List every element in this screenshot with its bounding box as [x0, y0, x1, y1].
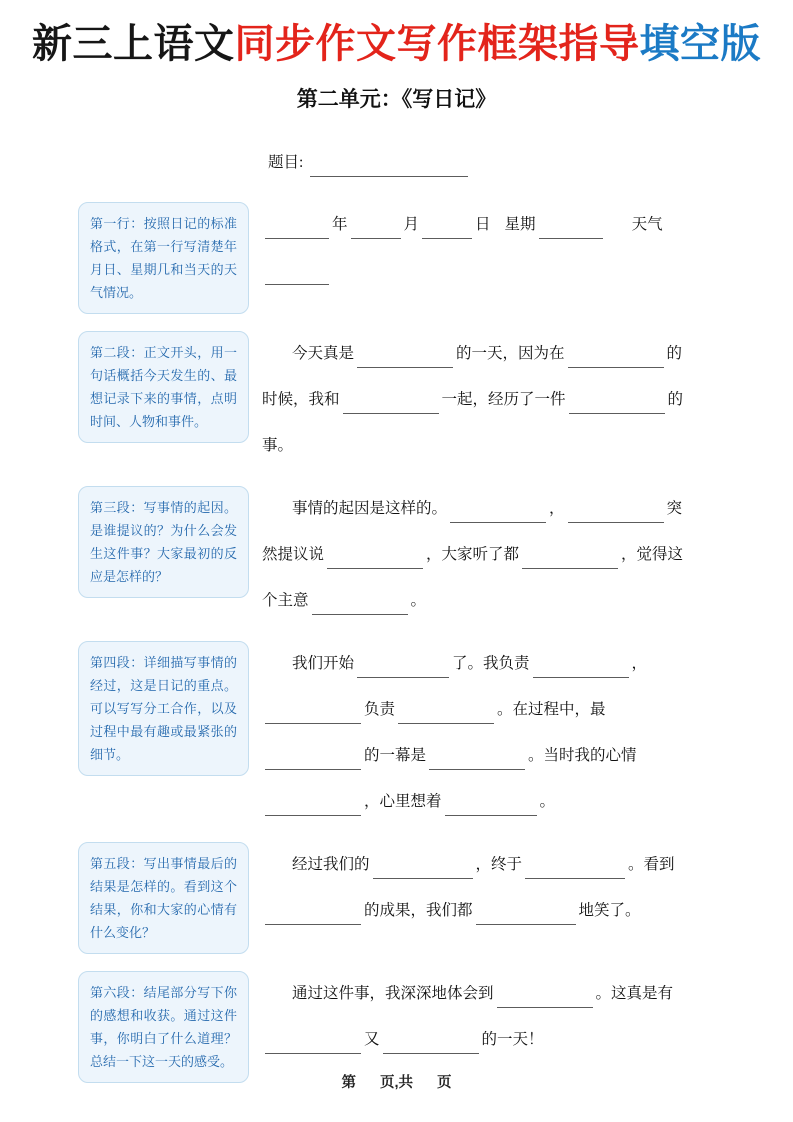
text-fragment: 事。 [262, 437, 294, 454]
text-fragment: ，心里想着 [364, 793, 442, 810]
text-fragment: 。在过程中，最 [497, 701, 606, 718]
content-lines [262, 202, 733, 294]
section-row [78, 331, 733, 469]
blank-line [312, 594, 408, 615]
topic-blank-line [310, 156, 468, 177]
fill-line [262, 971, 733, 1017]
fill-line [262, 687, 733, 733]
content-lines [262, 641, 733, 825]
blank-line [429, 749, 525, 770]
fill-line [262, 641, 733, 687]
text-fragment: 突 [666, 500, 683, 517]
hint-box [78, 486, 249, 598]
text-fragment: ，觉得这 [621, 546, 684, 563]
section-row [78, 486, 733, 624]
fill-line [262, 888, 733, 934]
footer-text-part2: 页,共 [379, 1075, 414, 1091]
fill-line [262, 248, 733, 294]
blank-line [476, 904, 576, 925]
text-fragment: 的一天，因为在 [456, 345, 565, 362]
blank-line [568, 347, 664, 368]
hint-box [78, 971, 249, 1083]
hint-text: 第五段：写出事情最后的结果是怎样的。看到这个结果，你和大家的心情有什么变化？ [90, 856, 237, 940]
fill-line [262, 377, 733, 423]
hint-box [78, 202, 249, 314]
text-fragment: 月 [403, 216, 420, 233]
blank-line [265, 218, 329, 239]
blank-line [445, 795, 537, 816]
text-fragment: 我们开始 [292, 655, 355, 672]
text-fragment: 事情的起因是这样的。 [292, 500, 448, 517]
section-row [78, 641, 733, 825]
footer-text-part1: 第 [341, 1075, 356, 1091]
footer-text-part3: 页 [437, 1075, 452, 1091]
text-fragment: 个主意 [262, 592, 309, 609]
hint-text: 第一行：按照日记的标准格式，在第一行写清楚年月日、星期几和当天的天气情况。 [90, 216, 237, 300]
blank-line [265, 264, 329, 285]
hint-box [78, 331, 249, 443]
blank-line [539, 218, 603, 239]
hint-text: 第二段：正文开头，用一句话概括今天发生的、最想记录下来的事情，点明时间、人物和事件。 [90, 345, 237, 429]
text-fragment: 。 [539, 793, 556, 810]
hint-box [78, 641, 249, 776]
fill-line [262, 202, 733, 248]
text-fragment: 。 [410, 592, 427, 609]
fill-line [262, 486, 733, 532]
blank-line [373, 858, 473, 879]
text-fragment: 的一幕是 [364, 747, 427, 764]
blank-line [422, 218, 472, 239]
text-fragment: 天气 [631, 216, 663, 233]
blank-line [383, 1033, 479, 1054]
text-fragment: 通过这件事，我深深地体会到 [292, 985, 494, 1002]
text-fragment: 。这真是有 [595, 985, 674, 1002]
blank-line [568, 502, 664, 523]
blank-line [265, 1033, 361, 1054]
section-row [78, 971, 733, 1083]
text-fragment: 然提议说 [262, 546, 325, 563]
content-lines [262, 486, 733, 624]
text-fragment: 日 [475, 216, 491, 233]
text-fragment: 了。我负责 [452, 655, 530, 672]
blank-line [265, 703, 361, 724]
text-fragment: 经过我们的 [292, 856, 370, 873]
sections-container [78, 202, 733, 1083]
fill-line [262, 532, 733, 578]
page-footer [0, 1071, 793, 1092]
text-fragment: 一起，经历了一件 [441, 391, 566, 408]
text-fragment: 时候，我和 [262, 391, 340, 408]
fill-line [262, 423, 733, 469]
text-fragment: ， [631, 655, 648, 672]
blank-line [357, 657, 449, 678]
unit-subtitle: 第二单元：《写日记》 [296, 87, 497, 111]
text-fragment: 。看到 [628, 856, 675, 873]
text-fragment: 又 [364, 1031, 380, 1048]
topic-row [268, 150, 793, 182]
blank-line [533, 657, 629, 678]
fill-line [262, 733, 733, 779]
text-fragment: ， [549, 500, 565, 517]
text-fragment: 地笑了。 [578, 902, 641, 919]
text-fragment: ，终于 [475, 856, 523, 873]
blank-line [351, 218, 401, 239]
blank-line [497, 987, 593, 1008]
blank-line [357, 347, 453, 368]
content-lines [262, 331, 733, 469]
fill-line [262, 779, 733, 825]
fill-line [262, 1017, 733, 1063]
blank-line [265, 904, 361, 925]
title-segment-red: 同步作文写作框架指导 [234, 22, 640, 66]
text-fragment: ，大家听了都 [426, 546, 520, 563]
title-segment-blue: 填空版 [639, 22, 761, 66]
fill-line [262, 842, 733, 888]
text-fragment: 的一天！ [481, 1031, 544, 1048]
blank-line [265, 795, 361, 816]
text-fragment: 的成果，我们都 [364, 902, 473, 919]
hint-text: 第四段：详细描写事情的经过，这是日记的重点。可以写写分工合作，以及过程中最有趣或最紧张的细节。 [90, 655, 237, 762]
blank-line [522, 548, 618, 569]
hint-text: 第三段：写事情的起因。是谁提议的？为什么会发生这件事？大家最初的反应是怎样的？ [90, 500, 237, 584]
title-segment-black: 新三上语文 [32, 22, 235, 66]
content-lines [262, 842, 733, 934]
section-row [78, 202, 733, 314]
text-fragment: 的 [666, 345, 683, 362]
page-title [0, 0, 793, 68]
blank-line [525, 858, 625, 879]
hint-text: 第六段：结尾部分写下你的感想和收获。通过这件事，你明白了什么道理？总结一下这一天的感受。 [90, 985, 237, 1069]
hint-box [78, 842, 249, 954]
blank-line [398, 703, 494, 724]
fill-line [262, 578, 733, 624]
topic-label: 题目: [268, 154, 304, 171]
text-fragment: 的 [667, 391, 684, 408]
blank-line [327, 548, 423, 569]
blank-line [343, 393, 439, 414]
text-fragment: 星期 [504, 216, 536, 233]
text-fragment: 年 [332, 216, 348, 233]
blank-line [569, 393, 665, 414]
text-fragment: 今天真是 [292, 345, 355, 362]
section-row [78, 842, 733, 954]
content-lines [262, 971, 733, 1063]
blank-line [450, 502, 546, 523]
blank-line [265, 749, 361, 770]
fill-line [262, 331, 733, 377]
text-fragment: 。当时我的心情 [528, 747, 637, 764]
text-fragment: 负责 [364, 701, 396, 718]
